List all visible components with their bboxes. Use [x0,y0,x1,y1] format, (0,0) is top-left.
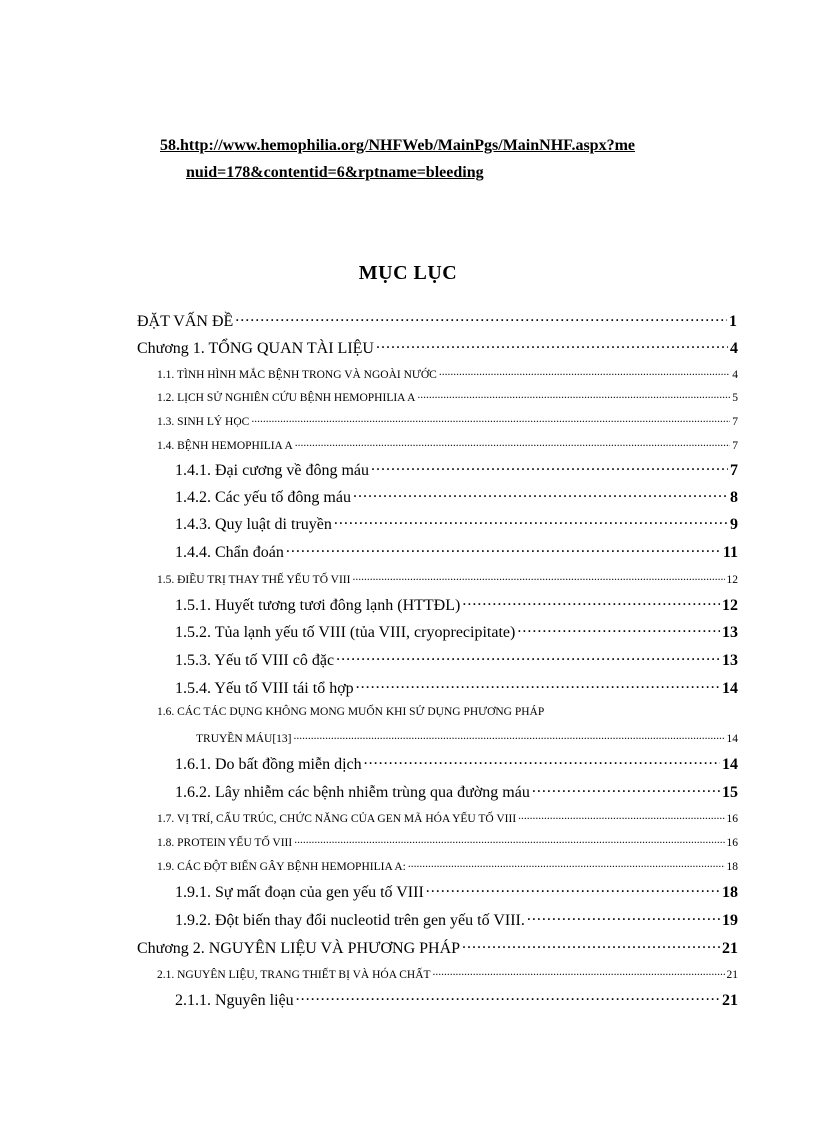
toc-entry-page: 12 [722,597,738,614]
toc-entry [175,989,738,1010]
toc-entry-page: 21 [722,940,738,957]
toc-leader [426,881,720,897]
toc-entry-page: 7 [730,462,738,479]
toc-title: MỤC LỤC [358,262,458,284]
toc-leader [376,337,728,353]
toc-leader [296,989,720,1005]
reference-url-line-1[interactable]: 58.http://www.hemophilia.org/NHFWeb/MainPgs/MainNHF.aspx?me [160,137,635,154]
toc-entry [175,621,738,642]
toc-leader [408,858,725,870]
toc-entry-page: 12 [726,573,738,586]
toc-entry [175,881,738,902]
toc-entry-page: 21 [722,992,738,1009]
toc-entry [157,834,738,849]
toc-entry-label: 1.6.2. Lây nhiễm các bệnh nhiễm trùng qua đường máu [175,784,530,801]
toc-entry-label: 1.4.2. Các yếu tố đông máu [175,489,351,506]
toc-leader [295,437,730,449]
toc-entry-page: 5 [732,391,738,404]
toc-entry-page: 1 [729,313,737,330]
toc-entry-page: 18 [726,860,738,873]
toc-leader [439,366,730,378]
toc-entry-label: 1.5.2. Tủa lạnh yếu tố VIII (tủa VIII, cryoprecipitate) [175,624,516,641]
toc-entry [175,459,738,480]
toc-entry-label: 1.5.4. Yếu tố VIII tái tổ hợp [175,680,354,697]
toc-entry-page: 11 [722,544,738,561]
toc-entry [137,310,737,331]
toc-leader [364,753,720,769]
toc-leader [518,810,724,822]
toc-entry [137,937,738,958]
toc-leader [352,571,724,583]
toc-entry-label: Chương 2. NGUYÊN LIỆU VÀ PHƯƠNG PHÁP [137,940,461,957]
toc-leader [517,621,720,637]
toc-entry [175,677,738,698]
toc-entry-page: 4 [730,340,738,357]
toc-entry-page: 14 [722,756,738,773]
toc-leader [527,909,720,925]
toc-entry-page: 19 [722,912,738,929]
toc-leader [417,389,730,401]
toc-entry-page: 13 [722,624,738,641]
toc-entry-page: 8 [730,489,738,506]
toc-leader [294,834,724,846]
toc-entry-label: 1.6. CÁC TÁC DỤNG KHÔNG MONG MUỐN KHI SỬ DỤNG PHƯƠNG PHÁP [157,706,545,718]
toc-leader [334,513,728,529]
toc-entry [157,437,738,452]
toc-leader [532,781,720,797]
toc-entry [175,781,738,802]
toc-entry [157,413,738,428]
toc-entry-label: 1.1. TÌNH HÌNH MẮC BỆNH TRONG VÀ NGOÀI NƯỚC [157,368,437,381]
toc-entry-label: 1.6.1. Do bất đồng miễn dịch [175,756,362,773]
toc-entry [137,337,738,358]
toc-entry [157,389,738,404]
toc-entry-label: ĐẶT VẤN ĐỀ [137,313,234,330]
toc-entry [175,649,738,670]
toc-entry [175,594,738,615]
toc-entry-label: 1.5.3. Yếu tố VIII cô đặc [175,652,335,669]
toc-entry [157,366,738,381]
toc-entry-page: 13 [722,652,738,669]
toc-entry-label: 1.2. LỊCH SỬ NGHIÊN CỨU BỆNH HEMOPHILIA A [157,391,416,404]
toc-leader [371,459,728,475]
toc-entry-page: 14 [722,680,738,697]
toc-leader [353,486,728,502]
toc-entry [175,541,738,562]
toc-entry-page: 14 [726,732,738,745]
toc-entry [175,513,738,534]
toc-entry-page: 4 [732,368,738,381]
toc-entry [175,486,738,507]
toc-entry-label: 1.7. VỊ TRÍ, CẤU TRÚC, CHỨC NĂNG CỦA GEN MÃ HÓA YẾU TỐ VIII [157,812,517,825]
toc-entry-page: 7 [732,415,738,428]
toc-entry-label: 1.5. ĐIỀU TRỊ THAY THẾ YẾU TỐ VIII [157,573,351,586]
toc-entry [157,810,738,825]
toc-leader [235,310,727,326]
toc-entry [157,966,738,981]
toc-entry [175,753,738,774]
toc-entry-label: 1.9. CÁC ĐỘT BIẾN GÂY BỆNH HEMOPHILIA A: [157,860,406,873]
toc-entry-page: 16 [726,836,738,849]
toc-entry-label: 1.4.3. Quy luật di truyền [175,516,332,533]
toc-entry-label: 1.9.1. Sự mất đoạn của gen yếu tố VIII [175,884,424,901]
toc-leader [251,413,730,425]
toc-entry-label: 2.1.1. Nguyên liệu [175,992,294,1009]
toc-entry-label: 1.8. PROTEIN YẾU TỐ VIII [157,836,293,849]
toc-entry-label-continued: TRUYỀN MÁU[13] [196,732,292,745]
toc-leader [286,541,721,557]
toc-leader [336,649,720,665]
toc-entry-page: 7 [732,439,738,452]
toc-entry-label: 1.4. BỆNH HEMOPHILIA A [157,439,293,452]
toc-entry-label: 1.4.1. Đại cương về đông máu [175,462,369,479]
toc-entry-page: 15 [722,784,738,801]
toc-entry-label: 1.4.4. Chẩn đoán [175,544,284,561]
toc-entry-label: 1.3. SINH LÝ HỌC [157,415,250,428]
toc-entry-label: Chương 1. TỔNG QUAN TÀI LIỆU [137,340,374,357]
toc-entry-page: 9 [730,516,738,533]
toc-entry [157,858,738,873]
toc-leader [433,966,725,978]
toc-entry-label: 2.1. NGUYÊN LIỆU, TRANG THIẾT BỊ VÀ HÓA CHẤT [157,968,431,981]
toc-leader [356,677,720,693]
toc-entry-page: 18 [722,884,738,901]
toc-entry-label: 1.9.2. Đột biến thay đổi nucleotid trên gen yếu tố VIII. [175,912,525,929]
toc-leader [462,594,720,610]
toc-leader [462,937,720,953]
toc-entry-page: 21 [726,968,738,981]
toc-entry-page: 16 [726,812,738,825]
reference-url-line-2[interactable]: nuid=178&contentid=6&rptname=bleeding [186,164,484,181]
toc-entry [196,730,738,745]
toc-entry-multiline [157,706,544,718]
reference-entry[interactable] [160,132,750,186]
toc-entry [175,909,738,930]
toc-entry [157,571,738,586]
toc-entry-label: 1.5.1. Huyết tương tươi đông lạnh (HTTĐL) [175,597,461,614]
toc-leader [294,730,725,742]
